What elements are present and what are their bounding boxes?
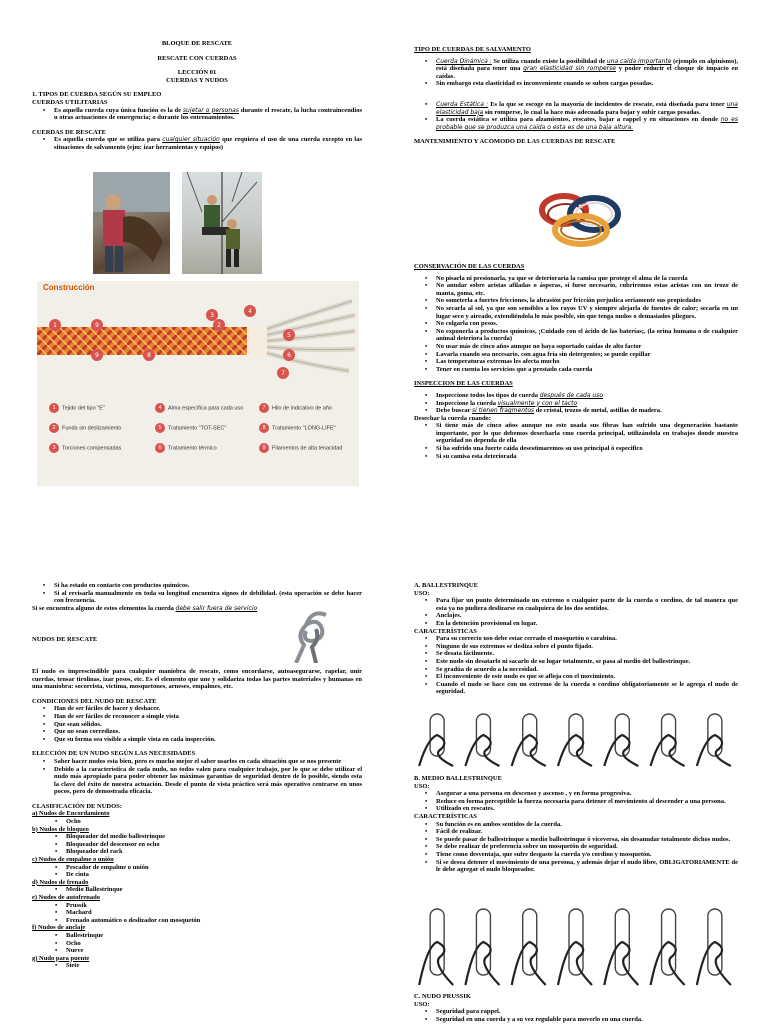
knot-group-list — [32, 932, 362, 955]
knot-diagram-a — [414, 710, 738, 768]
label: CARACTERÍSTICAS — [414, 812, 477, 820]
rescue-photo-rope — [182, 172, 262, 274]
prussik-section — [414, 993, 738, 1023]
rope-construction-diagram — [37, 281, 359, 486]
knot-a-title: A. BALLESTRINQUE — [414, 582, 478, 589]
knot-classification — [32, 810, 362, 969]
list-item: • Anclajes. — [436, 612, 738, 620]
section-heading: MANTENIMIENTO Y ACOMODO DE LAS CUERDAS DE RESCATE — [414, 138, 616, 146]
carabiner-sketch — [651, 714, 685, 766]
list-item: • Si ha estado en contacto con productos químicos. — [54, 582, 362, 590]
left-top-column — [32, 40, 362, 152]
subheading: CUERDAS UTILITARIAS — [32, 98, 108, 106]
list-item: • Pescador de empalme o unión — [66, 864, 362, 872]
knot-group-title: g) Nudo para puente — [32, 954, 90, 962]
medio-ballestrinque-section — [414, 775, 738, 874]
doc-title: BLOQUE DE RESCATE — [161, 40, 233, 47]
list-item: • Frenado automático o deslizador con mosquetón — [66, 917, 362, 925]
list-item: • Se puede pasar de ballestrinque a medio ballestrinque ó viceversa, sin desanudar totalmente dichos nudos. — [436, 836, 738, 844]
knot-group-list — [32, 864, 362, 879]
list-item: • Cuerda Estática : Es la que se escoge en la mayoría de incidentes de rescate, está diseñada para tener una elasticidad baja sin romperse, lo cual la hace más adecuada para bajar y subir cargas pesadas. — [436, 101, 738, 116]
section-heading: NUDOS DE RESCATE — [32, 636, 98, 644]
list-item: • Reduce en forma perceptible la fuerza necesaria para detener el movimiento al descender a una persona. — [436, 798, 738, 806]
list-item: • Han de ser fáciles de reconocer a simple vista — [54, 713, 362, 721]
carabiner-sketch — [697, 714, 731, 766]
carabiner-sketch — [558, 714, 592, 766]
label: USO: — [414, 589, 430, 597]
bullet-list — [32, 758, 362, 796]
subheading: Desechar la cuerda cuando: — [414, 414, 491, 422]
list-item: • Bloqueador del rack — [66, 848, 362, 856]
list-item: • Que su forma sea visible a simple vista en cada inspección. — [54, 736, 362, 744]
carabiner-sketch — [697, 909, 731, 985]
rope-coils-photo — [536, 184, 626, 250]
list-item: • No usar más de cinco años aunque no haya soportado caídas de alto factor — [436, 343, 738, 351]
list-item: • No pisarla ni presionarla, ya que se deterioraría la camisa que protege el alma de la cuerda — [436, 275, 738, 283]
legend-item: 7 Hilo de indicativo de año — [259, 403, 354, 413]
bullet-list — [414, 635, 738, 696]
section-heading: INSPECCION DE LAS CUERDAS — [414, 380, 513, 388]
bullet-list — [414, 275, 738, 374]
section-heading: CONSERVACIÓN DE LAS CUERDAS — [414, 263, 525, 270]
svg-text:9: 9 — [95, 322, 99, 329]
knot-group-list — [32, 886, 362, 894]
list-item: • Debido a la característica de cada nudo, no todos valen para cualquier trabajo, por lo que se debe utilizar el nudo más apropiado para poder obtener las máximas garantías de seguridad dentro de lo posible, siendo esta la clave del éxito de nuestra actuación. Desde el punto de vista práctico será más operativo centrarse en unos pocos, pero de demostrada eficacia. — [54, 766, 362, 796]
section-heading: CLASIFICACIÓN DE NUDOS: — [32, 802, 122, 810]
carabiner-sketch — [419, 909, 453, 985]
photo-illustration — [536, 184, 626, 250]
carabiner-sketch — [604, 714, 638, 766]
list-item: • Ballestrinque — [66, 932, 362, 940]
carabiner-sketch — [419, 714, 453, 766]
section-heading: TIPO DE CUERDAS DE SALVAMENTO — [414, 46, 531, 53]
lesson-number: LECCIÓN 01 — [177, 69, 217, 77]
list-item: • Tiene como desventaja, que sufre desgaste la cuerda y/o cordino y mosquetón. — [436, 851, 738, 859]
legend-item: 8 Tratamiento "LONG-LIFE" — [259, 423, 354, 433]
knot-photo — [286, 605, 338, 663]
knot-group-title: e) Nudos de autofrenado — [32, 894, 100, 901]
list-item: • Cuando el nudo se hace con un extremo de la cuerda o cordino obligatoriamente se le agrega el nudo de seguridad. — [436, 681, 738, 696]
list-item: • No secarla al sol, ya que son sensibles a los rayos UV y siempre alejarla de fuentes de calor; secarla en un lugar seco y aireado, extendiéndola lo más posible, sin que tenga nudos o demasiados pliegues. — [436, 305, 738, 320]
label: USO: — [414, 782, 430, 790]
list-item: • Se desata fácilmente. — [436, 650, 738, 658]
list-item: • El inconveniente de este nudo es que se afloja con el movimiento. — [436, 673, 738, 681]
bullet-list — [32, 136, 362, 151]
bullet-list — [414, 1008, 738, 1023]
conservation-section — [414, 263, 738, 460]
bullet-list — [414, 422, 738, 460]
bullet-list — [414, 597, 738, 627]
list-item: • Su función es en ambos sentidos de la cuerda. — [436, 821, 738, 829]
lesson-title: CUERDAS Y NUDOS — [166, 76, 228, 84]
legend-item: 9 Filamentos de alta tenacidad — [259, 443, 354, 453]
list-item: • Machard — [66, 909, 362, 917]
knot-group-list — [32, 902, 362, 925]
list-item: • Asegurar a una persona en descenso y ascenso , y en forma progresiva. — [436, 790, 738, 798]
legend-item: 4 Alma específica para cada uso — [155, 403, 250, 413]
list-item: • En la detención provisional en lugar. — [436, 620, 738, 628]
paragraph: El nudo es imprescindible para cualquier maniobra de rescate, como encordarse, autoasegurarse, rapelar, unir cuerdas, tensar tirolinas, izar pesos, etc. Es el elemento que une y solidariza todas las partes materiales y humanas en una maniobra: socorrista, víctima, mosquetones, arneses, empalmes, etc. — [32, 667, 362, 691]
bullet-list — [32, 582, 362, 605]
knot-b-title: B. MEDIO BALLESTRINQUE — [414, 775, 502, 782]
knot-group-list — [32, 818, 362, 826]
photo-illustration — [182, 172, 262, 274]
list-item: • No someterla a fuertes fricciones, la abrasión por fricción perjudica seriamente sus propiedades — [436, 297, 738, 305]
list-item: • Si su camisa esta deteriorada — [436, 453, 738, 461]
right-bottom-column — [414, 582, 738, 696]
list-item: • Saber hacer nudos esta bien, pero es mucho mejor el saber usarlos en cada situación que se nos presente — [54, 758, 362, 766]
bullet-list — [414, 790, 738, 813]
svg-text:5: 5 — [287, 332, 291, 339]
legend-item: 3 Torciones compensadas — [49, 443, 144, 453]
svg-text:2: 2 — [217, 322, 221, 329]
list-item: • Si al revisarla manualmente en toda su longitud encuentra signos de debilidad. (esta operación se debe hacer con frecuencia. — [54, 590, 362, 605]
list-item: • Utilizado en rescates. — [436, 805, 738, 813]
carabiner-sketch — [651, 909, 685, 985]
list-item: • Prussik — [66, 902, 362, 910]
legend-item: 1 Tejido del tipo "E" — [49, 403, 144, 413]
subheading: CUERDAS DE RESCATE — [32, 128, 106, 136]
carabiner-sketch — [512, 714, 546, 766]
list-item: • Ocho — [66, 818, 362, 826]
list-item: • No colgarla con pesos. — [436, 320, 738, 328]
list-item: • Han de ser fáciles de hacer y deshacer. — [54, 705, 362, 713]
list-item: • Debe buscar si tienen fragmentos de cristal, trozos de metal, astillas de madera. — [436, 407, 738, 415]
list-item: • Si tiene más de cinco años aunque no este usada sus fibras han sufrido una degeneración bastante importante, por lo que debemos desecharla cmo cuerda principal, utilizándola en trabajos donde nuestra seguridad no dependa de ella — [436, 422, 738, 445]
list-item: • Para fijar un punto determinado un extremo o cualquier parte de la cuerda o cordino, de tal manera que esta ya no pudiera deslizarse en cualquiera de los dos sentidos. — [436, 597, 738, 612]
svg-text:3: 3 — [210, 312, 214, 319]
list-item: • Si se desea detener el movimiento de una persona, y además dejar el nudo libre, OBLIGATORIAMENTE de le debe agregar el nudo bloqueador. — [436, 859, 738, 874]
knot-diagram-b — [414, 905, 738, 987]
knot-group-title: a) Nudos de Encordamiento — [32, 810, 110, 818]
photo-illustration — [286, 605, 338, 663]
list-item: • Que sean sólidos. — [54, 721, 362, 729]
knot-c-title: C. NUDO PRUSSIK — [414, 993, 471, 1000]
knot-group-title: f) Nudos de anclaje — [32, 924, 86, 932]
svg-text:1: 1 — [53, 322, 57, 329]
svg-text:6: 6 — [287, 352, 291, 359]
bullet-list — [414, 58, 738, 88]
carabiner-sketch — [465, 909, 499, 985]
svg-text:4: 4 — [248, 308, 252, 315]
label: CARACTERÍSTICAS — [414, 627, 477, 635]
rope-illustration — [37, 295, 359, 415]
list-item: • La cuerda estática se utiliza para alzamientos, rescates, bajar a rappel y en situaciones en donde no es probable que se produzca una caída o esta es de una baja altura. — [436, 116, 738, 131]
list-item: • Tener en cuenta los servicios que a prestado cada cuerda — [436, 366, 738, 374]
list-item: • Bloqueador del descensor en ocho — [66, 841, 362, 849]
legend-item: 6 Tratamiento térmico — [155, 443, 250, 453]
carabiner-sketch — [465, 714, 499, 766]
list-item: • Inspeccione todos los tipos de cuerda después de cada uso — [436, 392, 738, 400]
knot-group-title: b) Nudos de bloqueo — [32, 825, 89, 833]
knot-group-list — [32, 833, 362, 856]
list-item: • Es aquella cuerda cuya única función es la de sujetar o personas durante el rescate, la lucha contraincendios u otras actuaciones de emergencia; o durante los entrenamientos. — [54, 107, 362, 122]
list-item: • Se gradúa de acuerdo a la necesidad. — [436, 666, 738, 674]
rescue-photo-woman — [93, 172, 170, 274]
carabiner-sketch — [558, 909, 592, 985]
bullet-list — [32, 705, 362, 743]
knot-group-list — [32, 962, 362, 970]
knot-group-title: c) Nudos de empalme o unión — [32, 856, 114, 864]
ballestrinque-diagram — [414, 710, 738, 768]
list-item: • Las temperaturas extremas les afecta mucho — [436, 358, 738, 366]
list-item: • Cuerda Dinámica : Se utiliza cuando existe la posibilidad de una caída importante (ejemplo en alpinismo), está diseñada para tener una gran elasticidad sin romperse y poder reducir el choque de impacto en caídas. — [436, 58, 738, 81]
list-item: • Para su correcto uso debe estar cerrado el mosquetón o carabina. — [436, 635, 738, 643]
carabiner-sketch — [604, 909, 638, 985]
bullet-list — [414, 821, 738, 874]
carabiner-sketch — [512, 909, 546, 985]
bullet-list — [32, 107, 362, 122]
bullet-list — [414, 101, 738, 131]
label: USO: — [414, 1000, 430, 1008]
list-item: • Fácil de realizar. — [436, 828, 738, 836]
svg-text:9: 9 — [95, 352, 99, 359]
photo-illustration — [93, 172, 170, 274]
legend-item: 5 Tratamiento "TOT-SEC" — [155, 423, 250, 433]
list-item: • Si ha sufrido una fuerte caída desestimaremos su uso principal ó especifico — [436, 445, 738, 453]
list-item: • Que no sean corredizos. — [54, 728, 362, 736]
diagram-legend — [37, 401, 359, 483]
list-item: • De cinta — [66, 871, 362, 879]
list-item: • Ninguno de sus extremos se desliza sobre el punto fijado. — [436, 643, 738, 651]
svg-text:7: 7 — [281, 370, 285, 377]
list-item: • Seguridad en una cuerda y a su vez regulable para moverlo en una cuerda. — [436, 1016, 738, 1024]
medio-ballestrinque-diagram — [414, 905, 738, 987]
svg-text:8: 8 — [147, 352, 151, 359]
list-item: • Seguridad para rappel. — [436, 1008, 738, 1016]
list-item: • No exponerla a productos químicos, ¡Cuidado con el ácido de las baterías;, (la orina humana o de cualquier animal deteriora la cuerda) — [436, 328, 738, 343]
list-item: • Se debe realizar de preferencia sobre un mosquetón de seguridad. — [436, 843, 738, 851]
right-top-column — [414, 46, 738, 146]
list-item: • Medio Ballestrinque — [66, 886, 362, 894]
bullet-list — [414, 392, 738, 415]
list-item: • Nueve — [66, 947, 362, 955]
list-item: • Lavarla cuando sea necesario, con agua fría sin detergentes; se puede cepillar — [436, 351, 738, 359]
list-item: • Siete — [66, 962, 362, 970]
section-heading: 1. TIPOS DE CUERDA SEGÚN SU EMPLEO — [32, 91, 162, 99]
list-item: • Ocho — [66, 940, 362, 948]
paragraph: Si se encuentra alguno de estos elementos la cuerda debe salir fuera de servicio — [32, 604, 258, 612]
list-item: • Este nudo sin desatarlo ni sacarlo de su lugar totalmente, se pasa al medio del ballestrinque. — [436, 658, 738, 666]
section-heading: ELECCIÓN DE UN NUDO SEGÚN LAS NECESIDADES — [32, 750, 196, 758]
list-item: • No anudar sobre aristas afiladas o ásperas, si fuese necesario, cubriremos estas aristas con un trozo de manta, goma, etc. — [436, 282, 738, 297]
section-heading: CONDICIONES DEL NUDO DE RESCATE — [32, 697, 157, 705]
legend-item: 2 Funda sin deslizamiento — [49, 423, 144, 433]
diagram-title: Construcción — [43, 283, 95, 292]
knot-group-title: d) Nudos de frenado — [32, 878, 89, 886]
list-item: • Sin embargo esta elasticidad es inconveniente cuando se suben cargas pesadas. — [436, 80, 738, 88]
list-item: • Es aquella cuerda que se utiliza para cualquier situación que requiera el uso de una cuerda excepto en las situaciones de salvamento (ejm: izar herramientas y equipos) — [54, 136, 362, 151]
list-item: • Bloqueador del medio ballestrinque — [66, 833, 362, 841]
doc-subtitle: RESCATE CON CUERDAS — [157, 54, 237, 62]
list-item: • Inspeccione la cuerda visualmente y con el tacto — [436, 400, 738, 408]
